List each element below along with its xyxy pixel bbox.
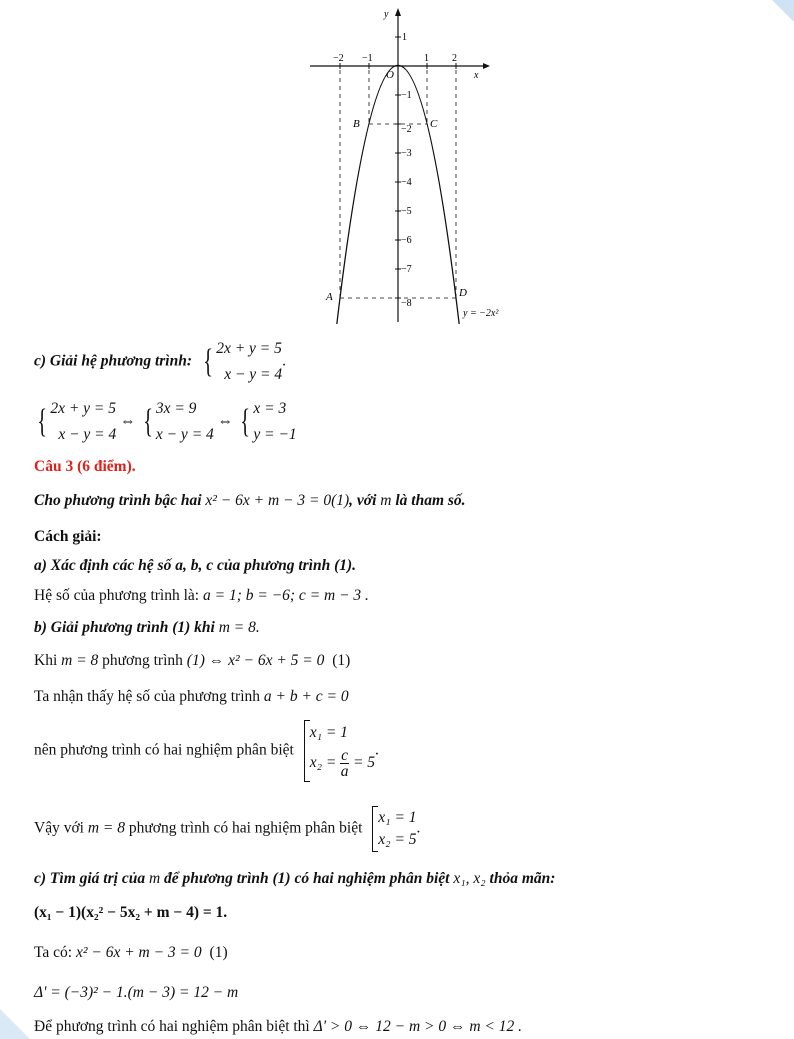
y-tick-label: −6 <box>401 235 412 246</box>
cach-giai-label: Cách giải: <box>34 528 102 545</box>
y-tick-label: −8 <box>401 298 412 309</box>
roots-set: x₁ = 1 x₂ = $\frac{c}{a}$ = 5 <box>304 720 375 782</box>
part-c-discriminant: Δ' = (−3)² − 1.(m − 3) = 12 − m <box>34 984 239 1001</box>
question-3-intro: Cho phương trình bậc hai x² − 6x + m − 3 = 0(1), với m là tham số. <box>34 492 466 509</box>
solution-step: y = −1 <box>253 426 297 443</box>
fraction-c-over-a: $\frac{c}{a}$ <box>340 746 349 780</box>
solution-step: 2x + y = 5 <box>50 400 117 417</box>
equation: x² − 6x + m − 3 = 0(1) <box>205 492 350 509</box>
solution-step: x − y = 4 <box>155 426 214 443</box>
part-c-heading: c) Giải hệ phương trình: <box>34 352 192 370</box>
part-b-line-2: Ta nhận thấy hệ số của phương trình a + b + c = 0 <box>34 688 349 705</box>
part-b-line-4: Vậy với m = 8 phương trình có hai nghiệm phân biệt x₁ = 1 x₂ = 5. <box>34 806 420 852</box>
y-tick-label: 1 <box>402 32 407 43</box>
y-tick-label: −7 <box>401 264 412 275</box>
point-label-d: D <box>459 287 467 299</box>
point-label-c: C <box>430 118 438 130</box>
x-axis-arrow <box>483 63 490 69</box>
y-tick-label: −3 <box>401 148 412 159</box>
part-c-heading: c) Tìm giá trị của m để phương trình (1) có hai nghiệm phân biệt x₁, x₂ thỏa mãn: <box>34 870 556 887</box>
page-corner-decoration-bottom <box>0 1009 30 1039</box>
system-equations <box>200 336 282 388</box>
part-b-heading: b) Giải phương trình (1) khi m = 8. <box>34 619 260 636</box>
x-axis-label: x <box>474 70 479 81</box>
question-3-title: Câu 3 (6 điểm). <box>34 458 136 475</box>
y-tick-label: −1 <box>401 90 412 101</box>
x-tick-label: 2 <box>452 53 457 64</box>
coefficients: a = 1; b = −6; c = m − 3 . <box>202 587 369 604</box>
system-solution-line: { 2x + y = 5 x − y = 4 ⇔ { 3x = 9 x − y = 4 ⇔ { x = 3 y = −1 <box>37 400 297 443</box>
solution-step: 3x = 9 <box>155 400 197 417</box>
origin-label: O <box>386 69 394 81</box>
part-b-line-3: nên phương trình có hai nghiệm phân biệt x₁ = 1 x₂ = $\frac{c}{a}$ = 5. <box>34 720 379 782</box>
solution-step: x = 3 <box>253 400 287 417</box>
equivalent-arrow: ⇔ <box>120 412 136 430</box>
point-label-a: A <box>326 291 333 303</box>
y-tick-label: −4 <box>401 177 412 188</box>
part-a-heading: a) Xác định các hệ số a, b, c của phương trình (1). <box>34 557 357 574</box>
y-tick-label: −2 <box>401 124 412 135</box>
equivalent-arrow: ⇔ <box>217 412 234 430</box>
y-axis-label: y <box>384 9 389 20</box>
part-c-condition: (x₁ − 1)(x₂² − 5x₂ + m − 4) = 1. <box>34 904 228 921</box>
solution-step: x − y = 4 <box>58 426 117 443</box>
eq2: x − y = 4 <box>224 366 283 383</box>
part-b-line-1: Khi m = 8 phương trình (1) ⇔ x² − 6x + 5 = 0 (1) <box>34 652 351 669</box>
part-c-line-3: Để phương trình có hai nghiệm phân biệt thì Δ' > 0 ⇔ 12 − m > 0 ⇔ m < 12 . <box>34 1018 523 1035</box>
part-c-line-1: Ta có: x² − 6x + m − 3 = 0 (1) <box>34 944 228 961</box>
x-tick-label: −1 <box>362 53 373 64</box>
eq1: 2x + y = 5 <box>216 340 282 357</box>
curve-label: y = −2x² <box>463 308 499 319</box>
part-c-system-line <box>34 336 286 388</box>
x-tick-label: 1 <box>424 53 429 64</box>
punctuation: . <box>282 352 287 370</box>
parabola-graph <box>305 4 535 324</box>
x-tick-label: −2 <box>333 53 344 64</box>
part-a-answer: Hệ số của phương trình là: a = 1; b = −6; c = m − 3 . <box>34 587 369 604</box>
y-tick-label: −5 <box>401 206 412 217</box>
point-label-b: B <box>353 118 360 130</box>
page-corner-decoration <box>772 0 794 22</box>
roots-set: x₁ = 1 x₂ = 5 <box>372 806 416 852</box>
left-brace: { <box>203 343 213 380</box>
y-axis-arrow <box>395 8 401 16</box>
